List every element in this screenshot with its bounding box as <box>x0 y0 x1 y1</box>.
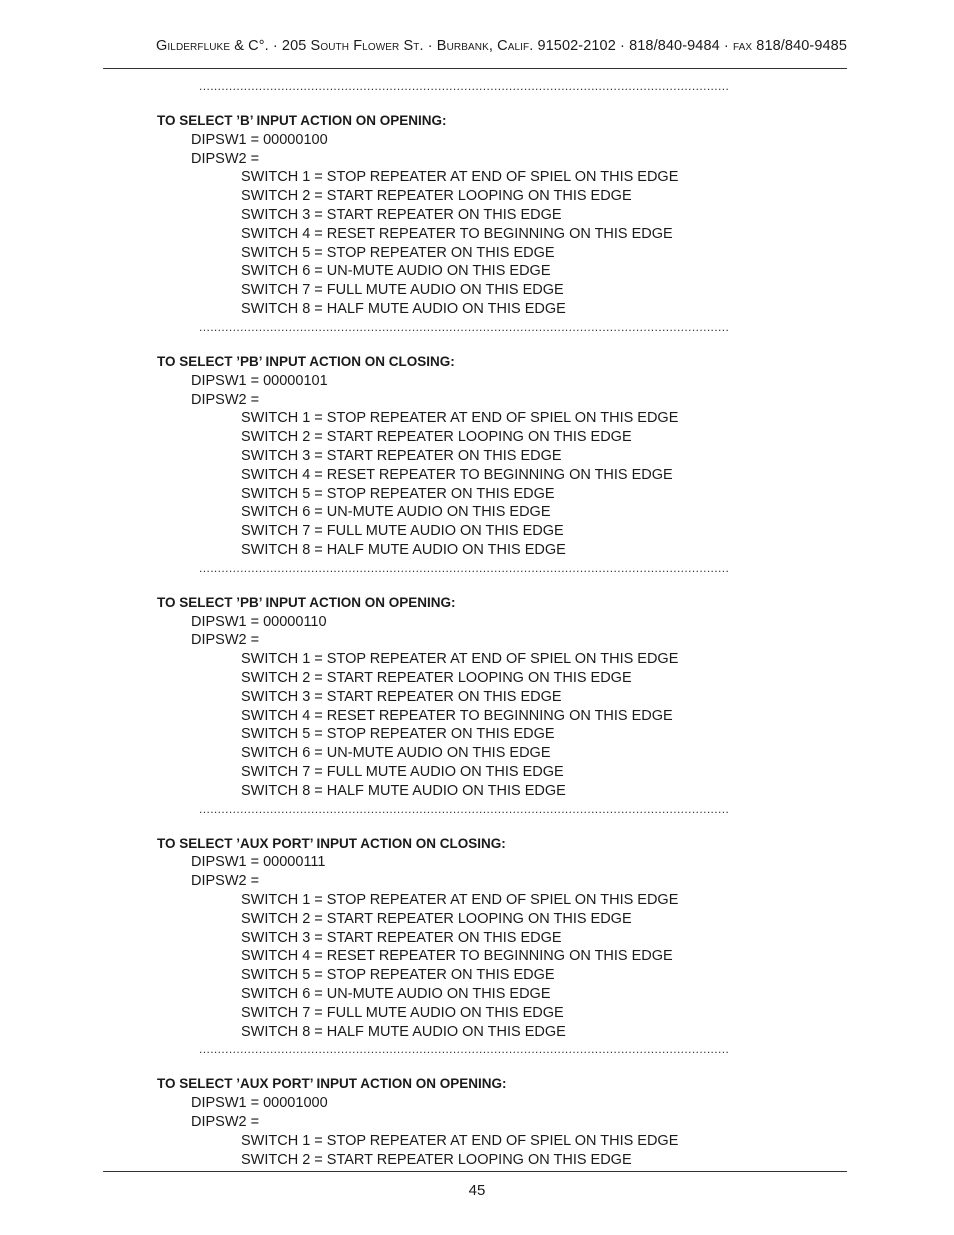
dipswitch-section <box>157 594 757 801</box>
switch-line: SWITCH 3 = START REPEATER ON THIS EDGE <box>241 207 562 224</box>
switch-line: SWITCH 4 = RESET REPEATER TO BEGINNING ON THIS EDGE <box>241 466 673 483</box>
dipsw1-setting: DIPSW1 = 00000110 <box>191 613 327 630</box>
switch-line: SWITCH 4 = RESET REPEATER TO BEGINNING ON THIS EDGE <box>241 948 673 965</box>
switch-line: SWITCH 3 = START REPEATER ON THIS EDGE <box>241 929 562 946</box>
street-s: S <box>310 38 321 54</box>
section-title: TO SELECT ’B’ INPUT ACTION ON OPENING: <box>157 113 447 128</box>
switch-line: SWITCH 5 = STOP REPEATER ON THIS EDGE <box>241 485 555 502</box>
dipswitch-section <box>157 353 757 560</box>
switch-line: SWITCH 2 = START REPEATER LOOPING ON THIS EDGE <box>241 188 632 205</box>
dipsw2-label: DIPSW2 = <box>191 632 260 649</box>
company-co: & C <box>230 38 259 54</box>
switch-line: SWITCH 8 = HALF MUTE AUDIO ON THIS EDGE <box>241 1023 566 1040</box>
section-title: TO SELECT ’PB’ INPUT ACTION ON OPENING: <box>157 594 456 610</box>
switch-line: SWITCH 1 = STOP REPEATER AT END OF SPIEL ON THIS EDGE <box>241 651 679 668</box>
switch-line: SWITCH 5 = STOP REPEATER ON THIS EDGE <box>241 726 555 743</box>
dipswitch-section <box>157 1075 757 1169</box>
section-title: TO SELECT ’AUX PORT’ INPUT ACTION ON CLOSING: <box>157 835 506 851</box>
dipsw1-setting: DIPSW1 = 00001000 <box>191 1095 328 1112</box>
dotted-separator: .............................................................................................................................................. <box>199 560 730 575</box>
switch-line: SWITCH 6 = UN-MUTE AUDIO ON THIS EDGE <box>241 745 551 762</box>
zip-code: 91502-2102 <box>537 38 616 54</box>
switch-line: SWITCH 1 = STOP REPEATER AT END OF SPIEL ON THIS EDGE <box>241 410 679 427</box>
dipsw2-label: DIPSW2 = <box>191 391 260 408</box>
switch-line: SWITCH 8 = HALF MUTE AUDIO ON THIS EDGE <box>241 541 566 558</box>
page-header <box>103 38 847 58</box>
city <box>437 38 616 54</box>
switch-line: SWITCH 8 = HALF MUTE AUDIO ON THIS EDGE <box>241 782 566 799</box>
switch-line: SWITCH 2 = START REPEATER LOOPING ON THIS EDGE <box>241 910 632 927</box>
dipsw2-label: DIPSW2 = <box>191 1114 260 1131</box>
fax-label: fax <box>732 38 753 54</box>
fax-number: 818/840-9485 <box>752 38 847 54</box>
dotted-separator: .............................................................................................................................................. <box>199 79 730 93</box>
header-separator: · <box>268 38 282 54</box>
dipsw1-setting: DIPSW1 = 00000111 <box>191 854 326 871</box>
state-c-rest: alif. <box>507 38 538 54</box>
switch-line: SWITCH 3 = START REPEATER ON THIS EDGE <box>241 447 562 464</box>
switch-line: SWITCH 7 = FULL MUTE AUDIO ON THIS EDGE <box>241 763 564 780</box>
switch-line: SWITCH 1 = STOP REPEATER AT END OF SPIEL ON THIS EDGE <box>241 1132 679 1149</box>
company-degree: °. <box>258 38 269 54</box>
company-rest: ilderfluke <box>167 38 231 54</box>
dipswitch-section <box>157 112 757 319</box>
company-name <box>156 38 269 54</box>
footer-rule <box>103 1171 847 1172</box>
dotted-separator: .............................................................................................................................................. <box>199 1042 730 1057</box>
switch-line: SWITCH 4 = RESET REPEATER TO BEGINNING ON THIS EDGE <box>241 225 673 242</box>
header-rule <box>103 68 847 69</box>
city-b: B <box>436 38 447 54</box>
phone-number: 818/840-9484 <box>629 38 720 54</box>
company-initial: G <box>156 38 168 54</box>
switch-line: SWITCH 5 = STOP REPEATER ON THIS EDGE <box>241 244 555 261</box>
switch-line: SWITCH 8 = HALF MUTE AUDIO ON THIS EDGE <box>241 301 566 318</box>
switch-line: SWITCH 4 = RESET REPEATER TO BEGINNING ON THIS EDGE <box>241 707 673 724</box>
switch-line: SWITCH 6 = UN-MUTE AUDIO ON THIS EDGE <box>241 263 551 280</box>
switch-line: SWITCH 7 = FULL MUTE AUDIO ON THIS EDGE <box>241 282 564 299</box>
street-s-rest: outh <box>320 38 354 54</box>
street-st: S <box>403 38 414 54</box>
state-c: C <box>497 38 508 54</box>
dipsw2-label: DIPSW2 = <box>191 873 260 890</box>
switch-line: SWITCH 2 = START REPEATER LOOPING ON THIS EDGE <box>241 670 632 686</box>
switch-line: SWITCH 1 = STOP REPEATER AT END OF SPIEL ON THIS EDGE <box>241 169 679 186</box>
switch-line: SWITCH 7 = FULL MUTE AUDIO ON THIS EDGE <box>241 1004 564 1021</box>
switch-line: SWITCH 2 = START REPEATER LOOPING ON THIS EDGE <box>241 429 632 446</box>
switch-line: SWITCH 6 = UN-MUTE AUDIO ON THIS EDGE <box>241 986 551 1003</box>
header-separator: · <box>719 38 733 54</box>
city-b-rest: urbank, <box>446 38 498 54</box>
dotted-separator: .............................................................................................................................................. <box>199 319 730 334</box>
dipswitch-section <box>157 835 757 1042</box>
switch-line: SWITCH 6 = UN-MUTE AUDIO ON THIS EDGE <box>241 504 551 521</box>
street-address <box>282 38 424 54</box>
street-f-rest: lower <box>362 38 404 54</box>
switch-line: SWITCH 3 = START REPEATER ON THIS EDGE <box>241 688 562 705</box>
street-number: 205 <box>281 38 311 54</box>
dotted-separator: .............................................................................................................................................. <box>199 801 730 816</box>
switch-line: SWITCH 2 = START REPEATER LOOPING ON THIS EDGE <box>241 1151 632 1168</box>
header-separator: · <box>423 38 437 54</box>
street-f: F <box>353 38 363 54</box>
dipsw1-setting: DIPSW1 = 00000100 <box>191 131 328 148</box>
dipsw2-label: DIPSW2 = <box>191 150 260 167</box>
dipsw1-setting: DIPSW1 = 00000101 <box>191 372 328 389</box>
section-title: TO SELECT ’AUX PORT’ INPUT ACTION ON OPENING: <box>157 1076 507 1092</box>
page-number: 45 <box>468 1182 486 1199</box>
switch-line: SWITCH 5 = STOP REPEATER ON THIS EDGE <box>241 967 555 984</box>
street-st-rest: t. <box>413 38 424 54</box>
section-title: TO SELECT ’PB’ INPUT ACTION ON CLOSING: <box>157 353 455 369</box>
page-content <box>157 78 757 1170</box>
switch-line: SWITCH 7 = FULL MUTE AUDIO ON THIS EDGE <box>241 523 564 540</box>
switch-line: SWITCH 1 = STOP REPEATER AT END OF SPIEL ON THIS EDGE <box>241 892 679 909</box>
header-separator: · <box>615 38 630 54</box>
